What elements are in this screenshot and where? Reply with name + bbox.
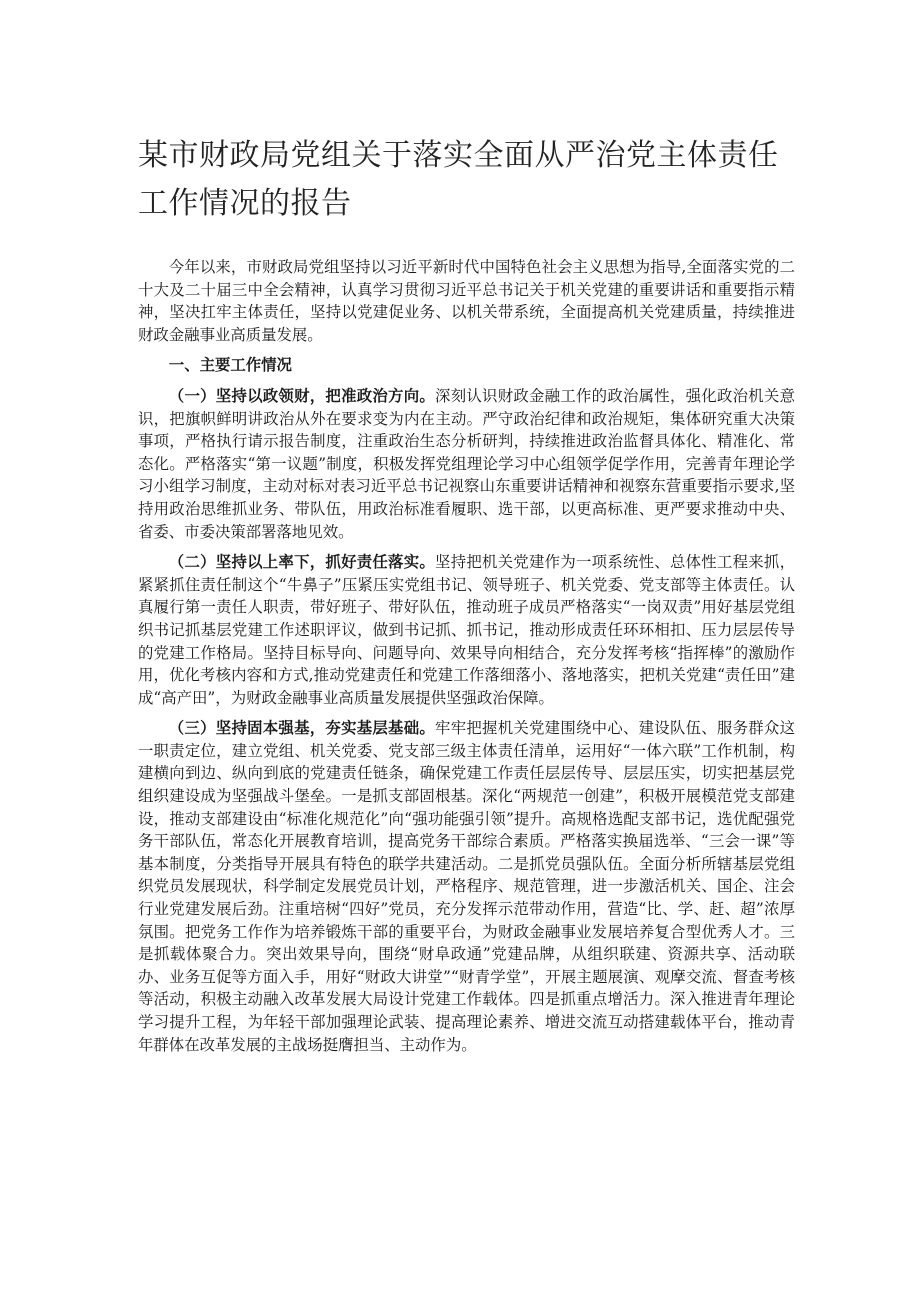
section-heading: 一、主要工作情况 bbox=[168, 356, 292, 375]
intro-paragraph: 今年以来，市财政局党组坚持以习近平新时代中国特色社会主义思想为指导,全面落实党的二十大及二十届三中全会精神，认真学习贯彻习近平总书记关于机关党建的重要讲话和重要指示精神，坚决扛牢主体责任，坚持以党建促业务、以机关带系统，全面提高机关党建质量，持续推进财政金融事业高质量发展。 bbox=[138, 258, 795, 344]
section-lead-3: （三）坚持固本强基，夯实基层基础。 bbox=[168, 719, 436, 738]
document-page bbox=[138, 132, 795, 1064]
section-body-3: 牢牢把握机关党建围绕中心、建设队伍、服务群众这一职责定位，建立党组、机关党委、党支部三级主体责任清单，运用好“一体六联”工作机制，构建横向到边、纵向到底的党建责任链条，确保党建工作责任层层传导、层层压实，切实把基层党组织建设成为坚强战斗堡垒。一是抓支部固根基。深化“两规范一创建”，积极开展模范党支部建设，推动支部建设由“标准化规范化”向“强功能强引领”提升。高规格选配支部书记，选优配强党务干部队伍，常态化开展教育培训，提高党务干部综合素质。严格落实换届选举、“三会一课”等基本制度，分类指导开展具有特色的联学共建活动。二是抓党员强队伍。全面分析所辖基层党组织党员发展现状，科学制定发展党员计划，严格程序、规范管理，进一步激活机关、国企、注会行业党建发展后劲。注重培树“四好”党员，充分发挥示范带动作用，营造“比、学、赶、超”浓厚氛围。把党务工作作为培养锻炼干部的重要平台，为财政金融事业发展培养复合型优秀人才。三是抓载体聚合力。突出效果导向，围绕“财阜政通”党建品牌，从组织联建、资源共享、活动联办、业务互促等方面入手，用好“财政大讲堂”“财青学堂”，开展主题展演、观摩交流、督查考核等活动，积极主动融入改革发展大局设计党建工作载体。四是抓重点增活力。深入推进青年理论学习提升工程，为年轻干部加强理论武装、提高理论素养、增进交流互动搭建载体平台，推动青年群体在改革发展的主战场挺膺担当、主动作为。 bbox=[138, 719, 795, 1054]
section-paragraph-3 bbox=[138, 717, 795, 1056]
section-paragraph-2 bbox=[138, 551, 795, 709]
document-title: 某市财政局党组关于落实全面从严治党主体责任工作情况的报告 bbox=[138, 138, 779, 221]
section-lead-2: （二）坚持以上率下，抓好责任落实。 bbox=[168, 553, 436, 572]
section-paragraph-1 bbox=[138, 385, 795, 543]
section-body-1: 深刻认识财政金融工作的政治属性，强化政治机关意识，把旗帜鲜明讲政治从外在要求变为内在主动。严守政治纪律和政治规矩，集体研究重大决策事项，严格执行请示报告制度，注重政治生态分析研判，持续推进政治监督具体化、精准化、常态化。严格落实“第一议题”制度，积极发挥党组理论学习中心组领学促学作用，完善青年理论学习小组学习制度，主动对标对表习近平总书记视察山东重要讲话精神和视察东营重要指示要求,坚持用政治思维抓业务、带队伍，用政治标准看履职、选干部，以更高标准、更严要求推动中央、省委、市委决策部署落地见效。 bbox=[138, 386, 795, 541]
section-body-2: 坚持把机关党建作为一项系统性、总体性工程来抓，紧紧抓住责任制这个“牛鼻子”压紧压实党组书记、领导班子、机关党委、党支部等主体责任。认真履行第一责任人职责，带好班子、带好队伍，推动班子成员严格落实“一岗双责”用好基层党组织书记抓基层党建工作述职评议，做到书记抓、抓书记，推动形成责任环环相扣、压力层层传导的党建工作格局。坚持目标导向、问题导向、效果导向相结合，充分发挥考核“指挥棒”的激励作用，优化考核内容和方式,推动党建责任和党建工作落细落小、落地落实，把机关党建“责任田”建成“高产田”，为财政金融事业高质量发展提供坚强政治保障。 bbox=[138, 553, 795, 707]
section-lead-1: （一）坚持以政领财，把准政治方向。 bbox=[168, 386, 436, 405]
